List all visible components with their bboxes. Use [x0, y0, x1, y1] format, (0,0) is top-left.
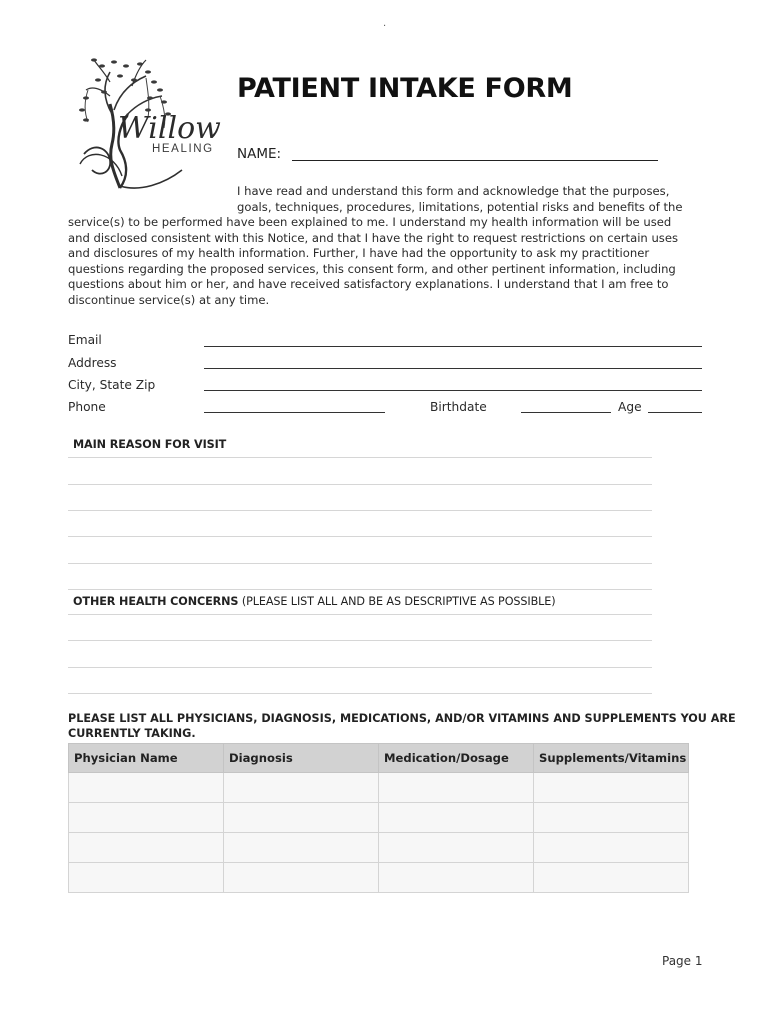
main-reason-heading: MAIN REASON FOR VISIT: [73, 438, 227, 451]
table-cell[interactable]: [224, 863, 379, 893]
col-supplements-vitamins: Supplements/Vitamins: [534, 744, 689, 773]
name-label: NAME:: [237, 146, 282, 162]
table-cell[interactable]: [69, 773, 224, 803]
table-row: [69, 833, 689, 863]
birthdate-input-line[interactable]: [521, 412, 611, 413]
tree-logo-graphic: [74, 52, 226, 192]
table-row: [69, 803, 689, 833]
table-cell[interactable]: [534, 863, 689, 893]
page-title: PATIENT INTAKE FORM: [237, 73, 573, 104]
page-number: Page 1: [662, 954, 703, 968]
physicians-instruction: [68, 711, 736, 741]
main-reason-line[interactable]: [68, 510, 652, 511]
col-physician-name: Physician Name: [69, 744, 224, 773]
col-diagnosis: Diagnosis: [224, 744, 379, 773]
consent-line-1: I have read and understand this form and acknowledge that the purposes,: [237, 184, 670, 198]
other-concerns-line[interactable]: [68, 667, 652, 668]
birthdate-label: Birthdate: [430, 400, 487, 414]
main-reason-line[interactable]: [68, 536, 652, 537]
table-cell[interactable]: [534, 833, 689, 863]
consent-line-5: and disclosures of my health information. Further, I have had the opportunity to ask my practitioner: [68, 246, 650, 260]
consent-line-3: service(s) to be performed have been explained to me. I understand my health information will be used: [68, 215, 672, 229]
logo-brand-text: Willow: [118, 111, 221, 146]
city-state-zip-input-line[interactable]: [204, 390, 702, 391]
address-label: Address: [68, 356, 117, 370]
other-concerns-line[interactable]: [68, 640, 652, 641]
table-cell[interactable]: [69, 863, 224, 893]
table-cell[interactable]: [379, 803, 534, 833]
name-input-line[interactable]: [292, 160, 658, 161]
main-reason-line[interactable]: [68, 457, 652, 458]
main-reason-line[interactable]: [68, 589, 652, 590]
consent-line-4: and disclosed consistent with this Notice, and that I have the right to request restrictions on certain uses: [68, 231, 679, 245]
table-cell[interactable]: [224, 833, 379, 863]
email-input-line[interactable]: [204, 346, 702, 347]
logo-subtitle-text: HEALING: [152, 143, 214, 155]
table-cell[interactable]: [534, 773, 689, 803]
table-cell[interactable]: [379, 863, 534, 893]
table-cell[interactable]: [69, 833, 224, 863]
phone-input-line[interactable]: [204, 412, 385, 413]
table-cell[interactable]: [224, 803, 379, 833]
main-reason-line[interactable]: [68, 484, 652, 485]
physicians-table: [68, 743, 689, 893]
consent-line-6: questions regarding the proposed services, this consent form, and other pertinent information, including: [68, 262, 676, 276]
city-state-zip-label: City, State Zip: [68, 378, 156, 392]
table-row: [69, 863, 689, 893]
table-cell[interactable]: [379, 773, 534, 803]
table-cell[interactable]: [224, 773, 379, 803]
top-mark: .: [383, 18, 387, 29]
other-concerns-line[interactable]: [68, 693, 652, 694]
other-concerns-heading-note: (PLEASE LIST ALL AND BE AS DESCRIPTIVE AS POSSIBLE): [238, 595, 556, 608]
consent-line-2: goals, techniques, procedures, limitations, potential risks and benefits of the: [237, 200, 683, 214]
phone-label: Phone: [68, 400, 106, 414]
table-cell[interactable]: [534, 803, 689, 833]
table-cell[interactable]: [379, 833, 534, 863]
other-concerns-line[interactable]: [68, 614, 652, 615]
age-input-line[interactable]: [648, 412, 702, 413]
age-label: Age: [618, 400, 642, 414]
address-input-line[interactable]: [204, 368, 702, 369]
main-reason-line[interactable]: [68, 563, 652, 564]
table-row: [69, 773, 689, 803]
other-concerns-heading: [73, 595, 556, 608]
other-concerns-heading-bold: OTHER HEALTH CONCERNS: [73, 595, 239, 608]
table-header-row: [69, 744, 689, 773]
email-label: Email: [68, 333, 102, 347]
physicians-instruction-line-1: PLEASE LIST ALL PHYSICIANS, DIAGNOSIS, MEDICATIONS, AND/OR VITAMINS AND SUPPLEMENTS YOU ARE: [68, 712, 736, 725]
consent-line-8: discontinue service(s) at any time.: [68, 293, 270, 307]
willow-healing-logo: [74, 52, 226, 192]
physicians-instruction-line-2: CURRENTLY TAKING.: [68, 727, 196, 740]
table-cell[interactable]: [69, 803, 224, 833]
consent-line-7: questions about him or her, and have received satisfactory explanations. I understand that I am free to: [68, 277, 669, 291]
col-medication-dosage: Medication/Dosage: [379, 744, 534, 773]
